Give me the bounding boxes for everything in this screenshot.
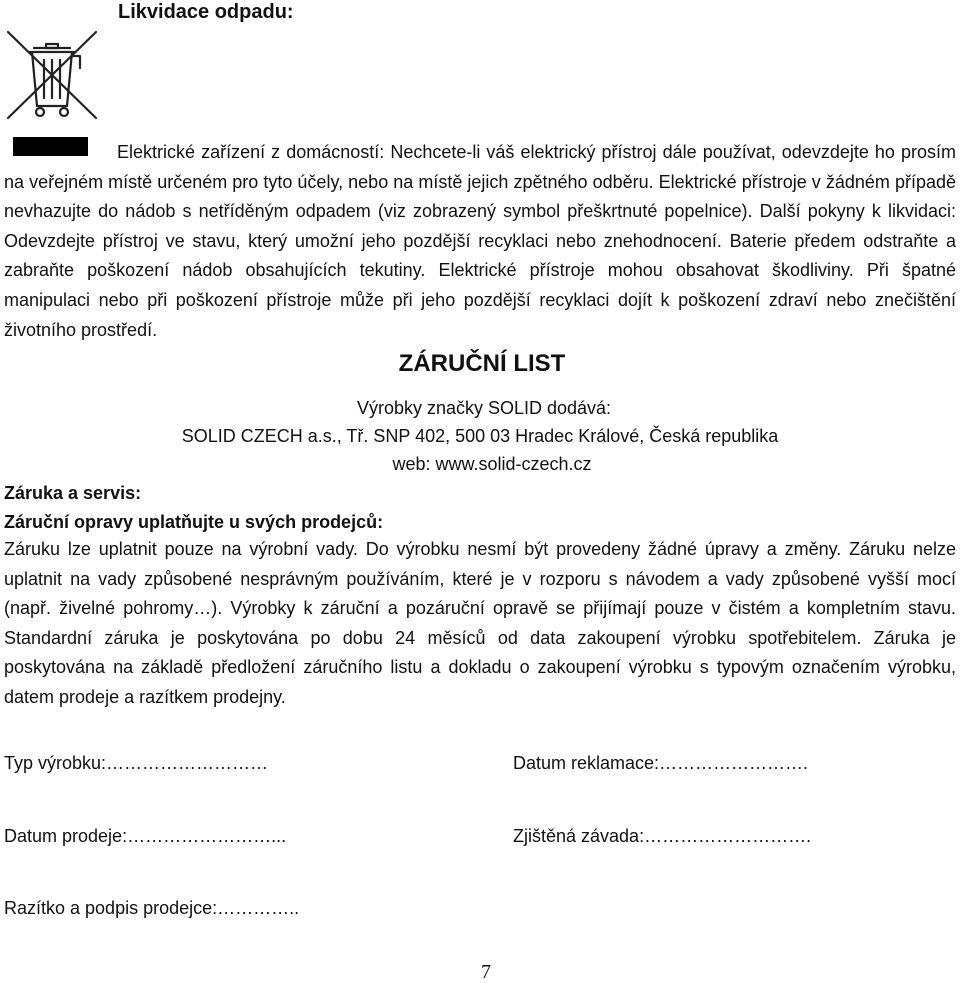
supplier-line: Výrobky značky SOLID dodává: xyxy=(356,398,612,418)
warranty-paragraph: Záruku lze uplatnit pouze na výrobní vady. Do výrobku nesmí být provedeny žádné úpravy a změny. Záruku nelze uplatnit na vady způsobené nesprávným používáním, které je v rozporu s návodem a vady způsobené vyšší mocí (např. živelné pohromy…). Výrobky k záruční a pozáruční opravě se přijímají pouze v čistém a kompletním stavu. Standardní záruka je poskytována po dobu 24 měsíců od data zakoupení výrobku spotřebitelem. Záruka je poskytována na základě předložení záručního listu a dokladu o zakoupení výrobku s typovým označením výrobku, datem prodeje a razítkem prodejny. xyxy=(4,539,956,707)
claim-date-field: Datum reklamace:……………………. xyxy=(513,753,809,773)
repairs-heading: Záruční opravy uplatňujte u svých prodejců: xyxy=(4,512,384,532)
address-line: SOLID CZECH a.s., Tř. SNP 402, 500 03 Hradec Králové, Česká republika xyxy=(181,426,779,446)
disposal-heading: Likvidace odpadu: xyxy=(118,1,294,23)
defect-field: Zjištěná závada:………………………. xyxy=(513,826,812,846)
disposal-paragraph: Elektrické zařízení z domácností: Nechcete-li váš elektrický přístroj dále používat, odevzdejte ho prosím na veřejném místě určeném pro tyto účely, nebo na místě jejich zpětného odběru. Elektrické přístroje v žádném případě nevhazujte do nádob s netříděným odpadem (viz zobrazený symbol přeškrtnuté popelnice). Další pokyny k likvidaci: Odevzdejte přístroj ve stavu, který umožní jeho pozdější recyklaci nebo znehodnocení. Baterie předem odstraňte a zabraňte poškození nádob obsahujících tekutiny. Elektrické přístroje mohou obsahovat škodliviny. Při špatné manipulaci nebo při poškození přístroje může při jeho pozdější recyklaci dojít k poškození zdraví nebo znečištění životního prostředí. xyxy=(4,142,956,340)
web-line: web: www.solid-czech.cz xyxy=(392,454,592,474)
stamp-signature-field: Razítko a podpis prodejce:………….. xyxy=(4,898,300,918)
page-number: 7 xyxy=(481,961,491,983)
warranty-heading: Záruka a servis: xyxy=(4,483,142,503)
sale-date-field: Datum prodeje:……………………... xyxy=(4,826,287,846)
product-type-field: Typ výrobku:……………………… xyxy=(4,753,269,773)
warranty-card-title: ZÁRUČNÍ LIST xyxy=(398,350,566,377)
crossed-out-wheelie-bin-icon xyxy=(4,28,100,123)
